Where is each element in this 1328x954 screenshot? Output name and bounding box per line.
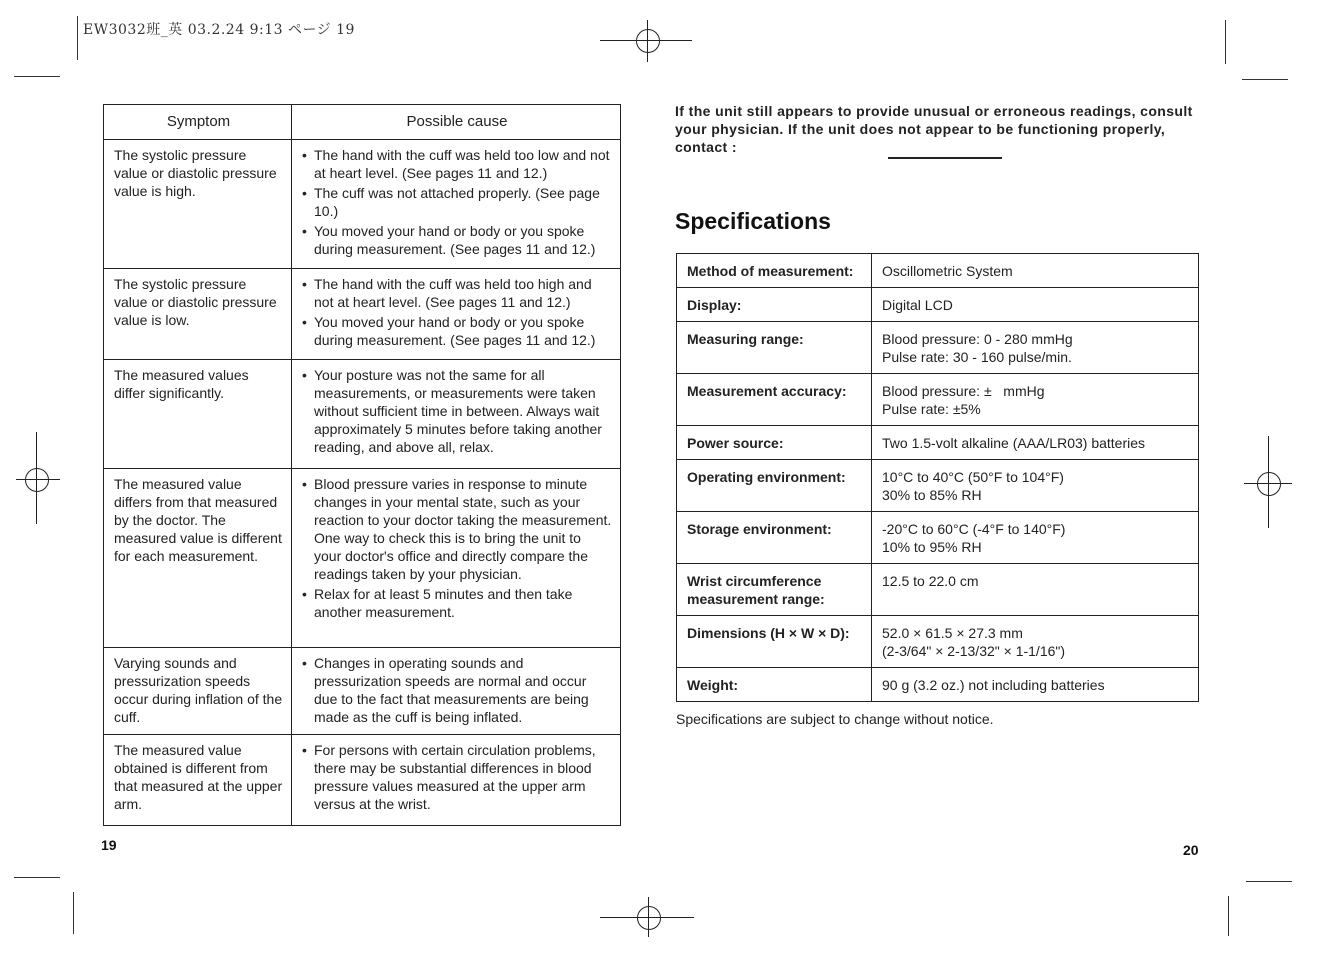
contact-blank-line: [888, 157, 1002, 159]
cause-item: • You moved your hand or body or you spoke during measurement. (See pages 11 and 12.): [314, 222, 612, 258]
cause-item: • You moved your hand or body or you spoke during measurement. (See pages 11 and 12.): [314, 313, 612, 349]
symptom-cell: The measured value differs from that measured by the doctor. The measured value is different for each measurement.: [104, 469, 292, 648]
table-row: [104, 140, 621, 269]
spec-value: 90 g (3.2 oz.) not including batteries: [872, 668, 1199, 702]
spec-row: [677, 254, 1199, 288]
table-row: [104, 360, 621, 469]
crop-mark: [73, 892, 74, 934]
spec-row: [677, 322, 1199, 374]
spec-key: Operating environment:: [677, 460, 872, 512]
symptom-cell: Varying sounds and pressurization speeds occur during inflation of the cuff.: [104, 648, 292, 735]
symptom-header: Symptom: [104, 105, 292, 140]
spec-key: Power source:: [677, 426, 872, 460]
cause-cell: [292, 269, 621, 360]
cause-cell: [292, 360, 621, 469]
spec-value: Oscillometric System: [872, 254, 1199, 288]
crop-mark: [1225, 20, 1226, 64]
table-row: [104, 735, 621, 826]
symptom-cell: The measured value obtained is different from that measured at the upper arm.: [104, 735, 292, 826]
table-row: [104, 269, 621, 360]
spec-row: [677, 512, 1199, 564]
spec-value: Digital LCD: [872, 288, 1199, 322]
crop-mark: [1228, 896, 1229, 936]
table-header-row: [104, 105, 621, 140]
symptom-cell: The systolic pressure value or diastolic pressure value is high.: [104, 140, 292, 269]
cause-item: • The cuff was not attached properly. (See page 10.): [314, 184, 612, 220]
cause-item: • For persons with certain circulation problems, there may be substantial differences in blood pressure values measured at the upper arm versus at the wrist.: [314, 741, 612, 813]
table-row: [104, 469, 621, 648]
spec-value: 52.0 × 61.5 × 27.3 mm (2-3/64" × 2-13/32" × 1-1/16"): [872, 616, 1199, 668]
spec-key: Weight:: [677, 668, 872, 702]
crop-mark: [77, 16, 78, 60]
spec-row: [677, 564, 1199, 616]
registration-mark-top: [600, 20, 692, 62]
cause-cell: [292, 735, 621, 826]
spec-row: [677, 460, 1199, 512]
spec-row: [677, 288, 1199, 322]
page-number-right: 20: [1183, 842, 1199, 858]
cause-header: Possible cause: [292, 105, 621, 140]
spec-value: 12.5 to 22.0 cm: [872, 564, 1199, 616]
spec-key: Dimensions (H × W × D):: [677, 616, 872, 668]
cause-item: • Your posture was not the same for all measurements, or measurements were taken without sufficient time in between. Always wait approximately 5 minutes before taking another reading, and above all, relax.: [314, 366, 612, 456]
print-header: EW3032班_英 03.2.24 9:13 ページ 19: [83, 22, 355, 38]
spec-row: [677, 426, 1199, 460]
spec-row: [677, 616, 1199, 668]
troubleshooting-table: [103, 104, 621, 826]
spec-row: [677, 374, 1199, 426]
section-title: Specifications: [675, 208, 831, 234]
spec-key: Wrist circumference measurement range:: [677, 564, 872, 616]
symptom-cell: The systolic pressure value or diastolic pressure value is low.: [104, 269, 292, 360]
page-number-left: 19: [101, 837, 117, 853]
registration-mark-left: [16, 432, 60, 524]
crop-mark: [14, 877, 60, 878]
spec-key: Method of measurement:: [677, 254, 872, 288]
registration-mark-bottom: [600, 897, 694, 937]
spec-value: Blood pressure: 0 - 280 mmHg Pulse rate: 30 - 160 pulse/min.: [872, 322, 1199, 374]
cause-item: • Changes in operating sounds and pressurization speeds are normal and occur due to the fact that measurements are being made as the cuff is being inflated.: [314, 654, 612, 726]
crop-mark: [14, 76, 60, 77]
cause-cell: [292, 469, 621, 648]
cause-item: • Blood pressure varies in response to minute changes in your mental state, such as your reaction to your doctor taking the measurement. One way to check this is to bring the unit to your doctor's office and directly compare the readings taken by your physician.: [314, 475, 612, 583]
cause-cell: [292, 140, 621, 269]
spec-value: 10°C to 40°C (50°F to 104°F) 30% to 85% RH: [872, 460, 1199, 512]
cause-item: • The hand with the cuff was held too low and not at heart level. (See pages 11 and 12.): [314, 146, 612, 182]
spec-key: Measurement accuracy:: [677, 374, 872, 426]
crop-mark: [1246, 881, 1292, 882]
table-row: [104, 648, 621, 735]
cause-item: • The hand with the cuff was held too high and not at heart level. (See pages 11 and 12.): [314, 275, 612, 311]
registration-mark-right: [1244, 436, 1292, 528]
spec-value: -20°C to 60°C (-4°F to 140°F) 10% to 95% RH: [872, 512, 1199, 564]
intro-paragraph: If the unit still appears to provide unusual or erroneous readings, consult your physician. If the unit does not appear to be functioning properly, contact :: [675, 103, 1193, 155]
spec-row: [677, 668, 1199, 702]
spec-value: Two 1.5-volt alkaline (AAA/LR03) batteries: [872, 426, 1199, 460]
spec-key: Storage environment:: [677, 512, 872, 564]
specifications-table: [676, 253, 1199, 702]
cause-item: • Relax for at least 5 minutes and then take another measurement.: [314, 585, 612, 621]
symptom-cell: The measured values differ significantly.: [104, 360, 292, 469]
spec-key: Measuring range:: [677, 322, 872, 374]
crop-mark: [1242, 79, 1288, 80]
spec-value: Blood pressure: ± mmHg Pulse rate: ±5%: [872, 374, 1199, 426]
cause-cell: [292, 648, 621, 735]
spec-key: Display:: [677, 288, 872, 322]
specs-footnote: Specifications are subject to change without notice.: [676, 711, 994, 727]
